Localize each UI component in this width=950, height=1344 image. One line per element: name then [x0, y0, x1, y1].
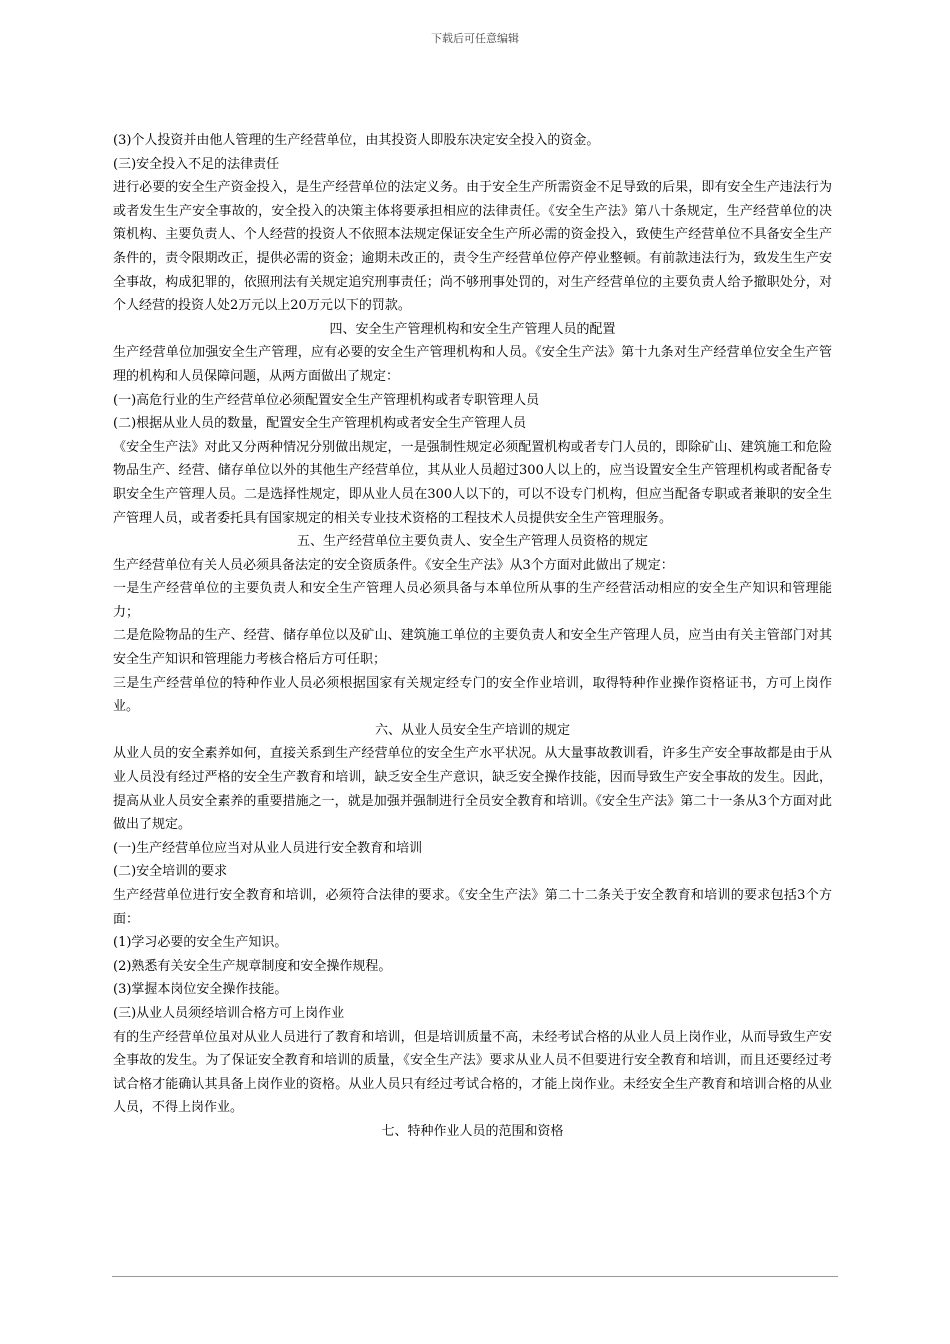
paragraph: (2)熟悉有关安全生产规章制度和安全操作规程。 — [113, 958, 392, 974]
footer-divider — [112, 1276, 838, 1277]
section-heading: 七、特种作业人员的范围和资格 — [381, 1123, 564, 1139]
paragraph: (三)从业人员须经培训合格方可上岗作业 — [113, 1005, 345, 1021]
paragraph: (1)学习必要的安全生产知识。 — [113, 935, 288, 951]
paragraph: 生产经营单位进行安全教育和培训，必须符合法律的要求。《安全生产法》第二十二条关于安全教育和培训的要求包括3个方面： — [113, 888, 832, 927]
paragraph: 二是危险物品的生产、经营、储存单位以及矿山、建筑施工单位的主要负责人和安全生产管理人员，应当由有关主管部门对其安全生产知识和管理能力考核合格后方可任职； — [113, 628, 832, 668]
paragraph: (3)个人投资并由他人管理的生产经营单位，由其投资人即股东决定安全投入的资金。 — [113, 133, 600, 148]
paragraph: (一)高危行业的生产经营单位必须配置安全生产管理机构或者专职管理人员 — [113, 392, 540, 408]
paragraph: 有的生产经营单位虽对从业人员进行了教育和培训，但是培训质量不高，未经考试合格的从业人员上岗作业，从而导致生产安全事故的发生。为了保证安全教育和培训的质量，《安全生产法》要求从业人员不但要进行安全教育和培训，而且还要经过考试合格才能确认其具备上岗作业的资格。从业人员只有经过考试合格的，才能上岗作业。未经安全生产教育和培训合格的从业人员，不得上岗作业。 — [113, 1029, 832, 1116]
paragraph: 生产经营单位加强安全生产管理，应有必要的安全生产管理机构和人员。《安全生产法》第十九条对生产经营单位安全生产管理的机构和人员保障问题，从两方面做出了规定： — [113, 345, 832, 384]
section-heading: 四、安全生产管理机构和安全生产管理人员的配置 — [329, 321, 616, 337]
section-heading: 五、生产经营单位主要负责人、安全生产管理人员资格的规定 — [296, 534, 648, 550]
paragraph: (二)安全培训的要求 — [113, 864, 228, 880]
paragraph: 生产经营单位有关人员必须具备法定的安全资质条件。《安全生产法》从3个方面对此做出了规定： — [113, 557, 674, 573]
section-heading: 六、从业人员安全生产培训的规定 — [374, 722, 570, 738]
paragraph: 《安全生产法》对此又分两种情况分别做出规定，一是强制性规定必须配置机构或者专门人员的，即除矿山、建筑施工和危险物品生产、经营、储存单位以外的其他生产经营单位，其从业人员超过300人以上的，应当设置安全生产管理机构或者配备专职安全生产管理人员。二是选择性规定，即从业人员在300人以下的，可以不设专门机构，但应当配备专职或者兼职的安全生产管理人员，或者委托具有国家规定的相关专业技术资格的工程技术人员提供安全生产管理服务。 — [113, 439, 832, 526]
paragraph: 三是生产经营单位的特种作业人员必须根据国家有关规定经专门的安全作业培训，取得特种作业操作资格证书，方可上岗作业。 — [113, 675, 832, 715]
page-header: 下载后可任意编辑 — [431, 32, 519, 45]
paragraph: (三)安全投入不足的法律责任 — [113, 156, 280, 172]
paragraph: 一是生产经营单位的主要负责人和安全生产管理人员必须具备与本单位所从事的生产经营活动相应的安全生产知识和管理能力； — [113, 581, 832, 620]
paragraph: (3)掌握本岗位安全操作技能。 — [113, 982, 288, 998]
document-body — [113, 129, 832, 1144]
paragraph: (一)生产经营单位应当对从业人员进行安全教育和培训 — [113, 840, 423, 856]
paragraph: 从业人员的安全素养如何，直接关系到生产经营单位的安全生产水平状况。从大量事故教训看，许多生产安全事故都是由于从业人员没有经过严格的安全生产教育和培训，缺乏安全生产意识，缺乏安全操作技能，因而导致生产安全事故的发生。因此，提高从业人员安全素养的重要措施之一，就是加强并强制进行全员安全教育和培训。《安全生产法》第二十一条从3个方面对此做出了规定。 — [113, 746, 832, 833]
paragraph: (二)根据从业人员的数量，配置安全生产管理机构或者安全生产管理人员 — [113, 416, 527, 432]
paragraph: 进行必要的安全生产资金投入，是生产经营单位的法定义务。由于安全生产所需资金不足导致的后果，即有安全生产违法行为或者发生生产安全事故的，安全投入的决策主体将要承担相应的法律责任。《安全生产法》第八十条规定，生产经营单位的决策机构、主要负责人、个人经营的投资人不依照本法规定保证安全生产所必需的资金投入，致使生产经营单位不具备安全生产条件的，责令限期改正，提供必需的资金；逾期未改正的，责令生产经营单位停产停业整顿。有前款违法行为，致发生生产安全事故，构成犯罪的，依照刑法有关规定追究刑事责任；尚不够刑事处罚的，对生产经营单位的主要负责人给予撤职处分，对个人经营的投资人处2万元以上20万元以下的罚款。 — [113, 180, 832, 314]
